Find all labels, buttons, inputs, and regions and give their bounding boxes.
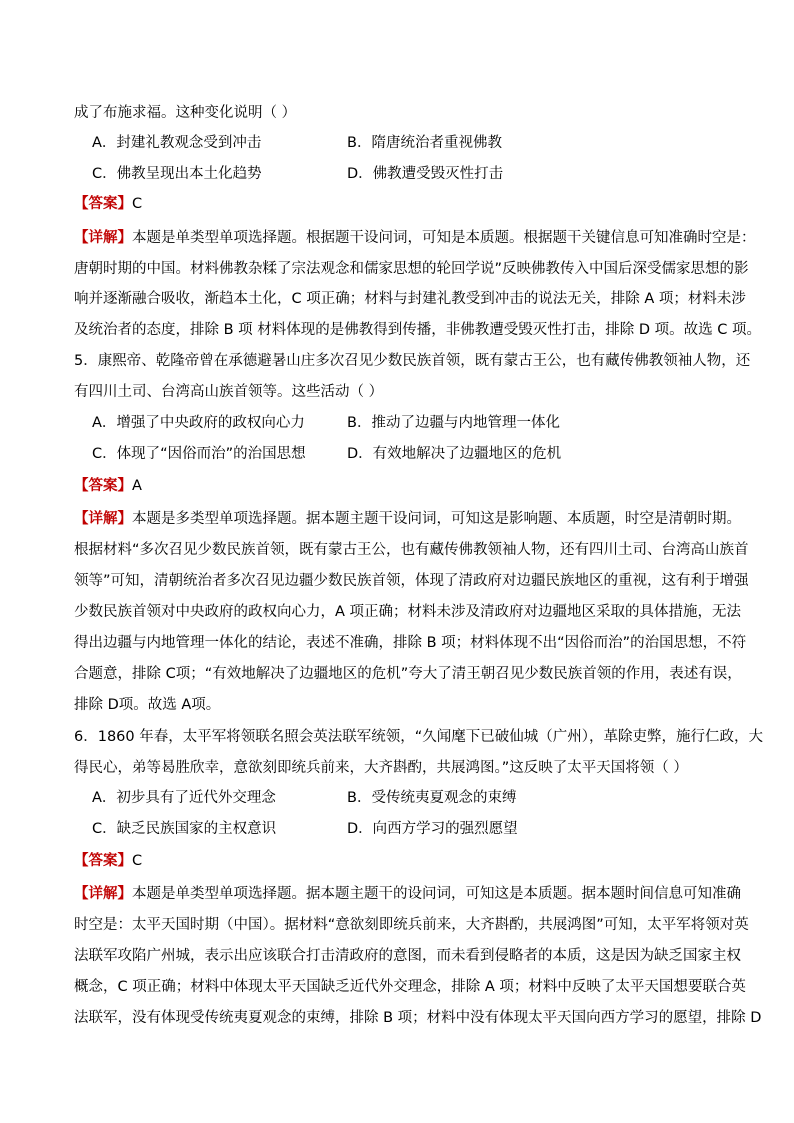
answer-tag: 【答案】 <box>74 478 132 494</box>
q4-explain-line-2: 唐朝时期的中国。材料佛教杂糅了宗法观念和儒家思想的轮回学说”反映佛教传入中国后深受儒家思想的影 <box>74 261 749 277</box>
q6-stem-line-2: 得民心，弟等曷胜欣幸，意欲刻即统兵前来，大齐斟酌，共展鸿图。”这反映了太平天国将领（ ） <box>74 760 688 776</box>
q5-explain-line-2: 根据材料“多次召见少数民族首领，既有蒙古王公，也有藏传佛教领袖人物，还有四川土司、台湾高山族首 <box>74 542 749 558</box>
q5-option-d: D．有效地解决了边疆地区的危机 <box>347 446 562 462</box>
q4-explain-line-4: 及统治者的态度，排除 B 项 材料体现的是佛教得到传播，非佛教遭受毁灭性打击，排除 D 项。故选 C 项。 <box>74 322 761 338</box>
q6-explain-line-5: 法联军，没有体现受传统夷夏观念的束缚，排除 B 项；材料中没有体现太平天国向西方学习的愿望，排除 D <box>74 1010 762 1026</box>
explain-text: 本题是单类型单项选择题。据本题主题干的设问词，可知这是本质题。据本题时间信息可知准确 <box>132 886 741 902</box>
q6-explain-line-1 <box>74 884 741 904</box>
q4-option-c: C．佛教呈现出本土化趋势 <box>92 166 262 182</box>
explain-text: 本题是多类型单项选择题。据本题主题干设问词，可知这是影响题、本质题，时空是清朝时期。 <box>132 511 741 527</box>
q6-answer <box>74 851 722 871</box>
q5-explain-line-7: 排除 D项。故选 A项。 <box>74 697 221 713</box>
q6-explain-line-3: 法联军攻陷广州城，表示出应该联合打击清政府的意图，而未看到侵略者的本质，这是因为缺乏国家主权 <box>74 948 741 964</box>
q5-explain-line-1 <box>74 509 741 529</box>
q4-option-a: A．封建礼教观念受到冲击 <box>92 135 262 151</box>
answer-value: C <box>132 196 143 212</box>
q6-stem-line-1: 6．1860 年春，太平军将领联名照会英法联军统领，“久闻麾下已破仙城（广州），革除吏弊，施行仁政，大 <box>74 729 763 745</box>
q4-explain-line-3: 响并逐渐融合吸收，渐趋本土化，C 项正确；材料与封建礼教受到冲击的说法无关，排除 A 项；材料未涉 <box>74 291 746 307</box>
q6-explain-line-4: 概念，C 项正确；材料中体现太平天国缺乏近代外交理念，排除 A 项；材料中反映了太平天国想要联合英 <box>74 979 746 995</box>
q6-option-b: B．受传统夷夏观念的束缚 <box>347 790 517 806</box>
q6-option-d: D．向西方学习的强烈愿望 <box>347 821 518 837</box>
explain-tag: 【详解】 <box>74 511 132 527</box>
q4-stem-tail: 成了布施求福。这种变化说明（ ） <box>74 105 297 121</box>
explain-text: 本题是单类型单项选择题。根据题干设问词，可知是本质题。根据题干关键信息可知准确时空是： <box>132 230 756 246</box>
answer-value: C <box>132 853 143 869</box>
q5-option-c: C．体现了“因俗而治”的治国思想 <box>92 446 306 462</box>
q5-option-b: B．推动了边疆与内地管理一体化 <box>347 415 560 431</box>
q6-option-a: A．初步具有了近代外交理念 <box>92 790 276 806</box>
q4-option-d: D．佛教遭受毁灭性打击 <box>347 166 504 182</box>
q5-answer <box>74 476 722 496</box>
q5-stem-line-2: 有四川土司、台湾高山族首领等。这些活动（ ） <box>74 384 384 400</box>
explain-tag: 【详解】 <box>74 886 132 902</box>
q5-explain-line-6: 合题意，排除 C项；“有效地解决了边疆地区的危机”夸大了清王朝召见少数民族首领的作用，表述有误， <box>74 666 742 682</box>
q5-explain-line-5: 得出边疆与内地管理一体化的结论，表述不准确，排除 B 项；材料体现不出“因俗而治”的治国思想，不符 <box>74 635 747 651</box>
answer-value: A <box>132 478 142 494</box>
q6-option-c: C．缺乏民族国家的主权意识 <box>92 821 277 837</box>
q6-explain-line-2: 时空是：太平天国时期（中国）。据材料“意欲刻即统兵前来，大齐斟酌，共展鸿图”可知，太平军将领对英 <box>74 917 749 933</box>
q5-option-a: A．增强了中央政府的政权向心力 <box>92 415 305 431</box>
answer-tag: 【答案】 <box>74 853 132 869</box>
q5-explain-line-4: 少数民族首领对中央政府的政权向心力，A 项正确；材料未涉及清政府对边疆地区采取的具体措施，无法 <box>74 604 742 620</box>
answer-tag: 【答案】 <box>74 196 132 212</box>
q4-explain-line-1 <box>74 228 756 248</box>
explain-tag: 【详解】 <box>74 230 132 246</box>
q5-stem-line-1: 5．康熙帝、乾隆帝曾在承德避暑山庄多次召见少数民族首领，既有蒙古王公，也有藏传佛教领袖人物，还 <box>74 353 751 369</box>
q4-option-b: B．隋唐统治者重视佛教 <box>347 135 502 151</box>
q5-explain-line-3: 领等”可知，清朝统治者多次召见边疆少数民族首领，体现了清政府对边疆民族地区的重视，这有利于增强 <box>74 573 749 589</box>
q4-answer <box>74 194 722 214</box>
